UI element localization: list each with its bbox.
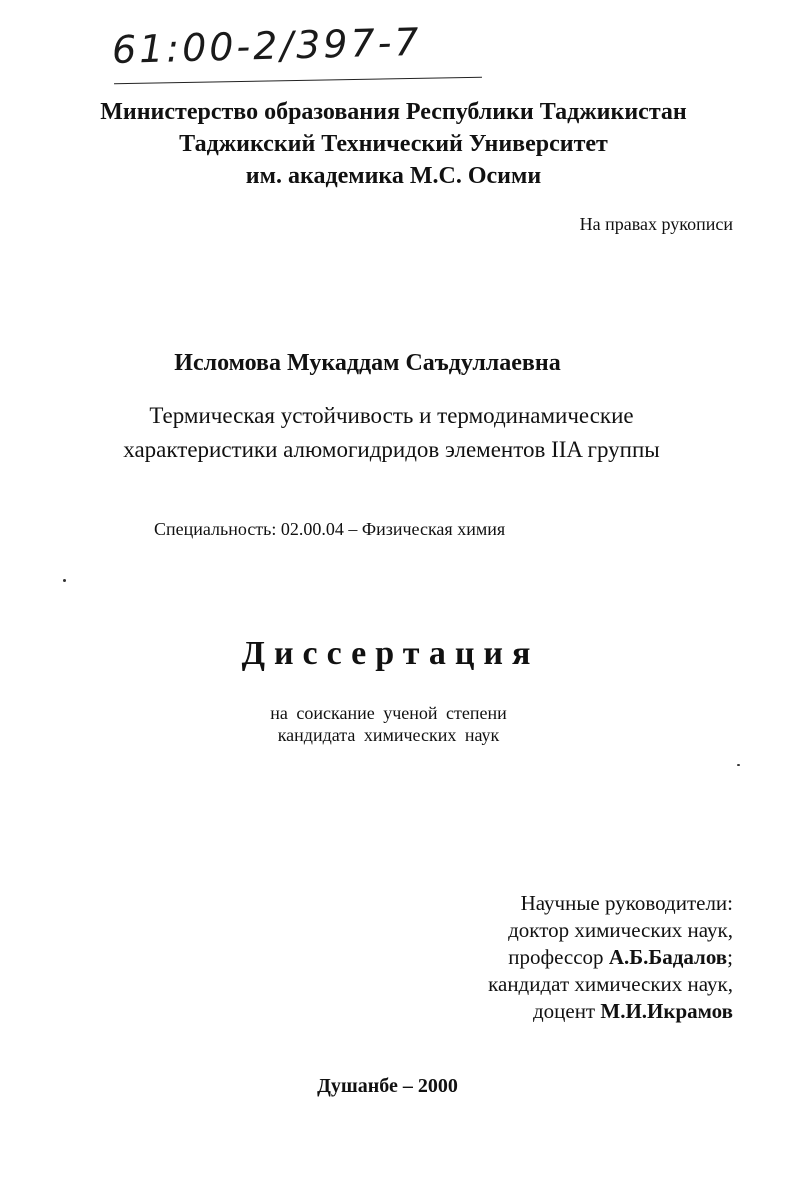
scan-speck xyxy=(737,764,740,766)
city-year: Душанбе – 2000 xyxy=(317,1075,458,1097)
supervisor-1-punctuation: ; xyxy=(727,945,733,969)
supervisor-1-name: А.Б.Бадалов xyxy=(608,945,728,969)
supervisor-1-line xyxy=(508,944,733,971)
dissertation-title-line-1: Термическая устойчивость и термодинамические xyxy=(149,403,634,428)
university-dedication: им. академика М.С. Осими xyxy=(245,163,542,189)
degree-line-2: кандидата химических наук xyxy=(277,725,500,745)
supervisor-2-line xyxy=(533,998,733,1025)
archive-number-underline xyxy=(114,77,482,84)
archive-number: 61:00-2/397-7 xyxy=(111,19,423,72)
supervisor-2-degree: кандидат химических наук, xyxy=(488,972,733,996)
supervisor-1-rank: профессор xyxy=(508,945,604,969)
author-name: Исломова Мукаддам Саъдуллаевна xyxy=(174,350,561,376)
supervisor-2-name: М.И.Икрамов xyxy=(600,999,733,1023)
supervisor-1-degree: доктор химических наук, xyxy=(508,918,733,942)
specialty: Специальность: 02.00.04 – Физическая химия xyxy=(154,519,506,539)
degree-line-1: на соискание ученой степени xyxy=(270,703,507,723)
ministry-name: Министерство образования Республики Таджикистан xyxy=(100,99,687,125)
document-type: Диссертация xyxy=(241,635,540,672)
scan-speck xyxy=(63,579,66,582)
supervisors-heading: Научные руководители: xyxy=(520,891,733,915)
university-name: Таджикский Технический Университет xyxy=(179,131,608,157)
dissertation-title-line-2: характеристики алюмогидридов элементов IIA группы xyxy=(123,437,660,462)
supervisor-2-rank: доцент xyxy=(532,999,596,1023)
rights-note: На правах рукописи xyxy=(579,214,733,234)
